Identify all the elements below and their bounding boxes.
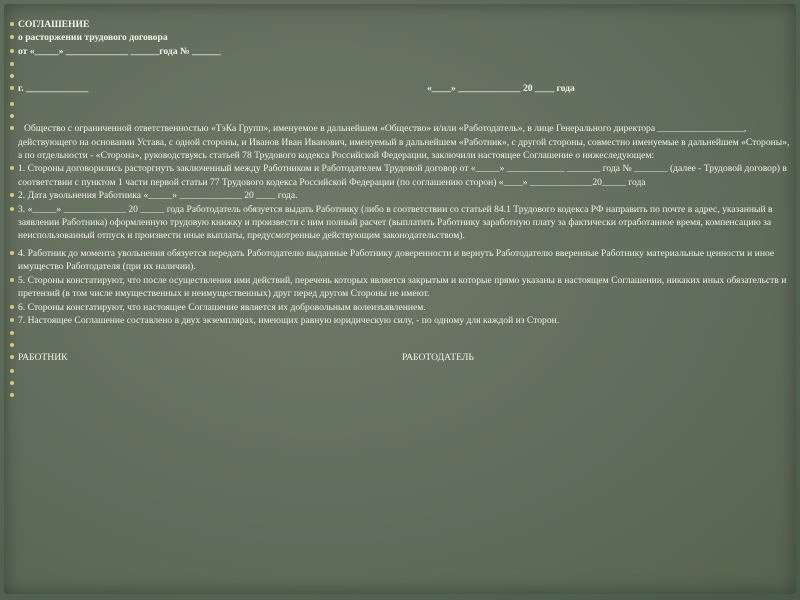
clause-3: 3. «_____» _____________ 20 _____ года Работодатель обязуется выдать Работнику (либо в соответствии со статьей 84.1 Трудового кодекса РФ направить по почте в адрес, указанный в заявлении Работника) оформленную трудовую книжку и произвести с ним полный расчет (выплатить Работнику заработную плату за фактически отработанное время, компенсацию за неиспользованный отпуск и произвести иные выплаты, предусмотренные действующим законодательством). <box>10 203 790 243</box>
clause-6: 6. Стороны констатируют, что настоящее Соглашение является их добровольным волеизъявлением. <box>10 301 790 314</box>
empty-bullet <box>10 377 790 389</box>
date-field: «____» _____________ 20 ____ года <box>427 83 575 95</box>
employer-signature-label: РАБОТОДАТЕЛЬ <box>402 352 474 364</box>
city-date-row <box>10 82 790 98</box>
document-title: СОГЛАШЕНИЕ <box>10 18 790 31</box>
empty-bullet <box>10 58 790 70</box>
empty-bullet <box>10 327 790 339</box>
empty-bullet <box>10 110 790 122</box>
clause-2: 2. Дата увольнения Работника «_____» _____________ 20 ____ года. <box>10 189 790 202</box>
document-subtitle: о расторжении трудового договора <box>10 31 790 44</box>
empty-bullet <box>10 70 790 82</box>
city-field: г. _____________ <box>18 83 89 95</box>
document-body <box>10 18 790 401</box>
signature-row <box>10 351 790 364</box>
clause-1: 1. Стороны договорились расторгнуть заключенный между Работником и Работодателем Трудовой договор от «_____» ____________ _______ года № _______ (далее - Трудовой договор) в соответствии с пунктом 1 части первой статьи 77 Трудового кодекса Российской Федерации (по соглашению сторон) «____» _____________20_____ года <box>10 162 790 189</box>
document-reference: от «_____» _____________ ______года № ______ <box>10 45 790 58</box>
empty-bullet <box>10 389 790 401</box>
intro-paragraph: Общество с ограниченной ответственностью «ТэКа Групп», именуемое в дальнейшем «Общество» и/или «Работодатель», в лице Генерального директора __________________, действующего на основании Устава, с одной стороны, и Иванов Иван Иванович, именуемый в дальнейшем «Работник», с другой стороны, совместно именуемые в дальнейшем «Стороны», а по отдельности - «Сторона», руководствуясь статьей 78 Трудового кодекса Российской Федерации, заключили настоящее Соглашение о нижеследующем: <box>10 122 790 162</box>
empty-bullet <box>10 98 790 110</box>
employee-signature-label: РАБОТНИК <box>18 352 68 364</box>
clause-5: 5. Стороны констатируют, что после осуществления ими действий, перечень которых является закрытым и которые прямо указаны в настоящем Соглашении, никаких иных обязательств и претензий (в том числе имущественных и неимущественных) друг перед другом Стороны не имеют. <box>10 274 790 301</box>
empty-bullet <box>10 339 790 351</box>
clause-7: 7. Настоящее Соглашение составлено в двух экземплярах, имеющих равную юридическую силу, - по одному для каждой из Сторон. <box>10 314 790 327</box>
slide <box>4 4 796 594</box>
empty-bullet <box>10 365 790 377</box>
clause-4: 4. Работник до момента увольнения обязуется передать Работодателю выданные Работнику доверенности и вернуть Работодателю вверенные Работнику материальные ценности и иное имущество Работодателя (при их наличии). <box>10 247 790 274</box>
